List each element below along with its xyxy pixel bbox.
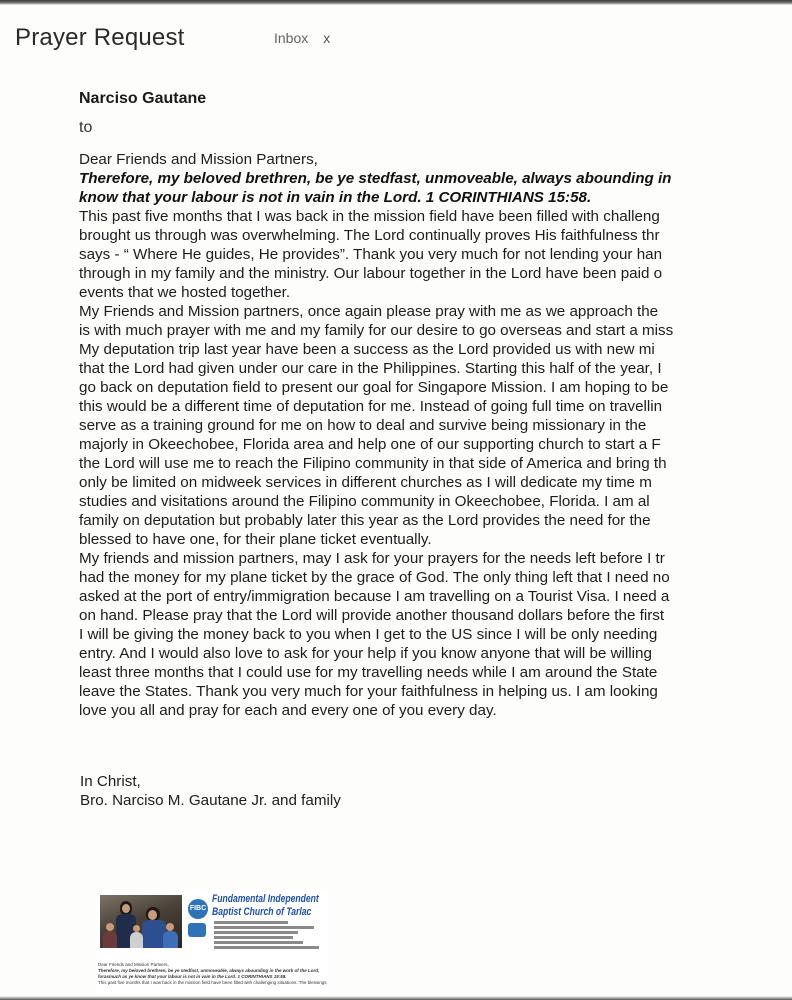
attachment-preview-text: Dear Friends and Mission Partners, Therefore, my beloved brethren, be ye stedfast, unmoveable, always abounding in the work of the Lord, forasmuch as ye know that your labour is not in vain in the Lord. 1 CORINTHIANS 15:58. This past five months that I was back in the mission field have been filled with challenging situations. The blessings	[98, 962, 327, 985]
body-line: entry. And I would also love to ask for your help if you know anyone that will be willing	[79, 645, 652, 662]
body-line: My deputation trip last year have been a success as the Lord provided us with new mi	[79, 341, 655, 358]
body-line: majorly in Okeechobee, Florida area and help one of our supporting church to start a F	[79, 436, 661, 453]
body-line: I will be giving the money back to you when I get to the US since I will be only needing	[79, 626, 658, 643]
body-line: blessed to have one, for their plane ticket eventually.	[79, 531, 432, 548]
family-photo	[100, 895, 182, 948]
email-header	[0, 18, 792, 58]
verse-line: know that your labour is not in vain in the Lord. 1 CORINTHIANS 15:58.	[79, 189, 592, 206]
body-line: on hand. Please pray that the Lord will provide another thousand dollars before the first	[79, 607, 665, 624]
body-paragraphs	[79, 207, 747, 720]
church-letterhead-attachment[interactable]	[96, 890, 328, 994]
body-line: asked at the port of entry/immigration because I am travelling on a Tourist Visa. I need a	[79, 588, 670, 605]
body-line: events that we hosted together.	[79, 284, 291, 301]
scan-top-edge	[0, 0, 792, 5]
bible-icon	[188, 923, 206, 937]
signature-name: Bro. Narciso M. Gautane Jr. and family	[80, 792, 341, 809]
email-closing	[80, 772, 480, 810]
greeting: Dear Friends and Mission Partners,	[79, 151, 318, 168]
sender-name: Narciso Gautane	[79, 90, 207, 107]
body-line: brought us through was overwhelming. The Lord continually proves His faithfulness thr	[79, 227, 660, 244]
church-name: Fundamental Independent Baptist Church of Tarlac	[212, 893, 319, 918]
body-line: only be limited on midweek services in different churches as I will dedicate my time m	[79, 474, 652, 491]
closing-salutation: In Christ,	[80, 773, 141, 790]
body-line: leave the States. Thank you very much for your faithfulness in helping us. I am looking	[79, 683, 658, 700]
body-line: studies and visitations around the Filipino community in Okeechobee, Florida. I am al	[79, 493, 650, 510]
body-line: least three months that I could use for my travelling needs while I am around the State	[79, 664, 658, 681]
body-line: through in my family and the ministry. Our labour together in the Lord have been paid o	[79, 265, 663, 282]
body-line: that the Lord had given under our care in the Philippines. Starting this half of the year, I	[79, 360, 662, 377]
body-line: had the money for my plane ticket by the grace of God. The only thing left that I need no	[79, 569, 670, 586]
inbox-label-chip[interactable]	[274, 30, 330, 46]
verse-line: Therefore, my beloved brethren, be ye stedfast, unmoveable, always abounding in	[79, 170, 672, 187]
body-line: is with much prayer with me and my family for our desire to go overseas and start a miss	[79, 322, 674, 339]
body-line: says - “ Where He guides, He provides”. Thank you very much for not lending your han	[79, 246, 663, 263]
body-line: family on deputation but probably later this year as the Lord provides the need for the	[79, 512, 651, 529]
body-line: love you all and pray for each and every one of you every day.	[79, 702, 497, 719]
body-line: serve as a training ground for me on how to deal and survive being missionary in the	[79, 417, 647, 434]
church-address-text	[214, 921, 319, 951]
body-line: go back on deputation field to present our goal for Singapore Mission. I am hoping to be	[79, 379, 669, 396]
church-logo-icon: FIBC	[188, 899, 208, 919]
email-subject: Prayer Request	[15, 24, 185, 51]
remove-label-icon[interactable]: x	[323, 30, 331, 46]
body-line: the Lord will use me to reach the Filipino community in that side of America and bring th	[79, 455, 667, 472]
scan-bottom-edge	[0, 996, 792, 1000]
body-line: This past five months that I was back in the mission field have been filled with challeng	[79, 208, 660, 225]
inbox-label: Inbox	[274, 30, 309, 46]
email-body	[79, 150, 747, 735]
body-line: My friends and mission partners, may I ask for your prayers for the needs left before I tr	[79, 550, 665, 567]
recipient-line: to	[79, 119, 93, 136]
body-line: My Friends and Mission partners, once again please pray with me as we approach the	[79, 303, 659, 320]
body-line: this would be a different time of deputation for me. Instead of going full time on travellin	[79, 398, 663, 415]
